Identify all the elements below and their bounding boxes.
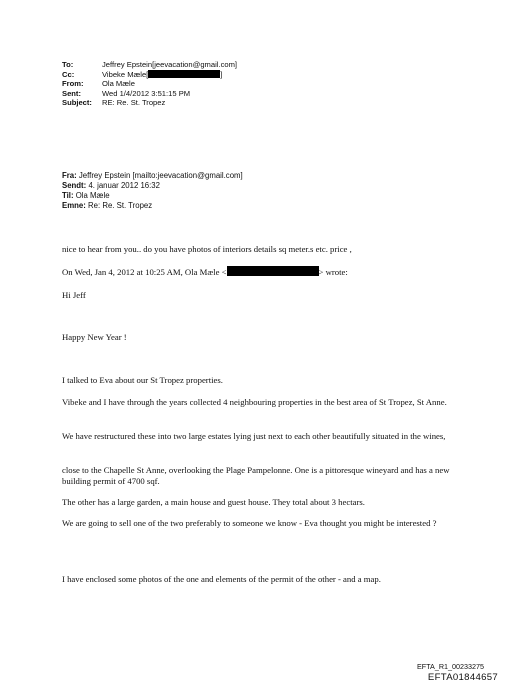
from-label: From:: [62, 79, 84, 89]
sent-value: Wed 1/4/2012 3:51:15 PM: [102, 88, 191, 98]
to-value: Jeffrey Epstein[jeevacation@gmail.com]: [102, 60, 238, 69]
paragraph-6: We are going to sell one of the two preferably to someone we know - Eva thought you might be interested ?: [62, 518, 437, 528]
til-label: Til:: [62, 191, 74, 200]
sent-label: Sent:: [62, 88, 81, 98]
paragraph-3: We have restructured these into two large estates lying just next to each other beautifully situated in the wines,: [62, 431, 446, 441]
cc-value: Vibeke Mæle[: [102, 69, 149, 79]
quote-intro: On Wed, Jan 4, 2012 at 10:25 AM, Ola Mæle <: [62, 267, 227, 277]
emne-value: Re: Re. St. Tropez: [88, 201, 153, 210]
til-value: Ola Mæle: [75, 191, 110, 200]
quote-intro-line: [62, 266, 462, 278]
paragraph-4: close to the Chapelle St Anne, overlooking the Plage Pampelonne. One is a pittoresque wineyard and has a new building permit of 4700 sqf.: [62, 465, 450, 486]
fra-row: [62, 171, 243, 181]
from-value: Ola Mæle: [102, 79, 135, 89]
subject-label: Subject:: [62, 98, 92, 108]
footer-ref-2: EFTA01844657: [427, 672, 498, 683]
to-row: [62, 60, 237, 70]
footer-ref-1: EFTA_R1_00233275: [417, 662, 484, 671]
fra-value: Jeffrey Epstein [mailto:jeevacation@gmail.com]: [78, 171, 243, 180]
reply-line: nice to hear from you.. do you have photos of interiors details sq meter.s etc. price ,: [62, 244, 352, 254]
greeting-line: Hi Jeff: [62, 290, 86, 300]
fra-label: Fra:: [62, 171, 77, 180]
paragraph-5: The other has a large garden, a main house and guest house. They total about 3 hectars.: [62, 497, 365, 507]
paragraph-7: I have enclosed some photos of the one and elements of the permit of the other - and a map.: [62, 574, 381, 584]
redaction-box: [227, 266, 319, 276]
paragraph-1: I talked to Eva about our St Tropez properties.: [62, 375, 223, 385]
sendt-value: 4. januar 2012 16:32: [88, 181, 160, 190]
from-row: [62, 79, 237, 89]
to-label: To:: [62, 60, 74, 69]
email-header: [62, 60, 237, 108]
cc-row: [62, 70, 237, 80]
sent-row: [62, 89, 237, 99]
subject-row: [62, 98, 237, 108]
emne-row: [62, 201, 243, 211]
cc-close: ]: [220, 69, 223, 79]
cc-label: Cc:: [62, 69, 75, 79]
til-row: [62, 191, 243, 201]
paragraph-2: Vibeke and I have through the years collected 4 neighbouring properties in the best area of St Tropez, St Anne.: [62, 397, 447, 407]
sendt-label: Sendt:: [62, 181, 87, 190]
forwarded-header: [62, 171, 243, 211]
quote-tail: > wrote:: [318, 267, 348, 277]
subject-value: RE: Re. St. Tropez: [102, 98, 166, 108]
sendt-row: [62, 181, 243, 191]
new-year-line: Happy New Year !: [62, 332, 127, 342]
redaction-box: [148, 69, 223, 79]
emne-label: Emne:: [62, 201, 86, 210]
